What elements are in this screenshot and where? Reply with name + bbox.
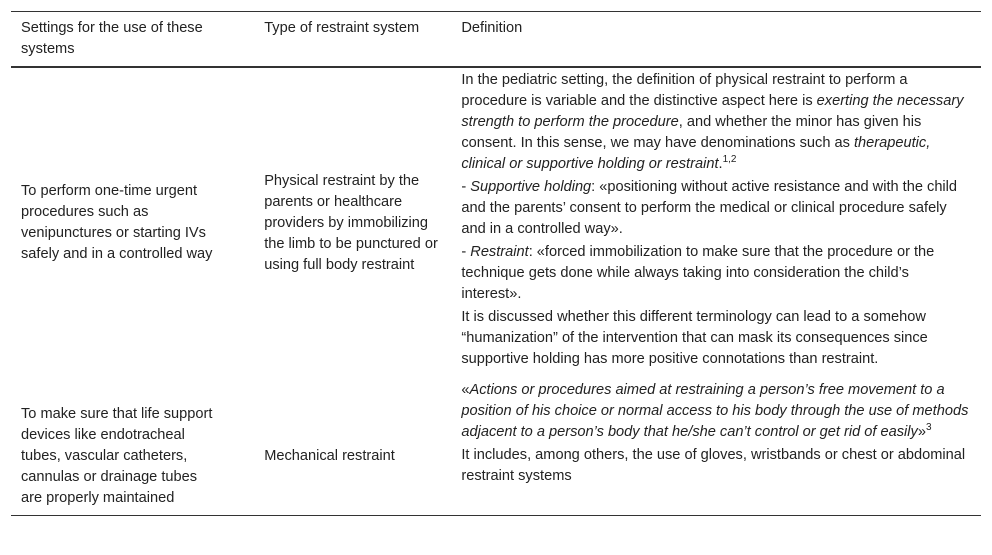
restraint-table	[11, 11, 981, 516]
row1-def-paragraph-2	[461, 177, 971, 240]
row2-definition	[451, 378, 981, 516]
row2-setting: To make sure that life support devices like endotracheal tubes, vascular catheters, cannulas or drainage tubes are properly maintained	[11, 378, 254, 516]
text-span: »	[917, 424, 926, 440]
row1-def-paragraph-3	[461, 242, 971, 305]
row1-definition	[451, 67, 981, 378]
italic-span: Restraint	[470, 244, 529, 260]
text-span: In the pediatric setting, the definition of physical restraint to perform a procedure is variable and the distinctive aspect here is	[461, 72, 908, 109]
row1-def-paragraph-1	[461, 70, 971, 175]
row1-type: Physical restraint by the parents or healthcare providers by immobilizing the limb to be punctured or using full body restraint	[264, 172, 438, 273]
row2-type: Mechanical restraint	[254, 378, 451, 516]
citation-superscript: 1,2	[722, 154, 737, 165]
row2-def-paragraph-2: It includes, among others, the use of gloves, wristbands or chest or abdominal restraint systems	[461, 447, 966, 484]
header-definition: Definition	[451, 12, 981, 68]
text-span: «	[461, 382, 470, 398]
table-header-row	[11, 12, 981, 68]
italic-span: exerting the necessary strength to perform the procedure	[461, 93, 964, 130]
text-span: : «positioning without active resistance and with the child and the parents’ consent to perform the medical or clinical procedure safely and in a controlled way».	[461, 179, 958, 237]
header-type: Type of restraint system	[254, 12, 451, 68]
italic-span: therapeutic, clinical or supportive holding or restraint	[461, 135, 931, 172]
text-span: : «forced immobilization to make sure that the procedure or the technique gets done while always taking into consideration the child’s interest».	[461, 244, 935, 302]
row1-def-paragraph-4: It is discussed whether this different terminology can lead to a somehow “humanization” of the intervention that can mask its consequences since supportive holding has more positive connotations than restraint.	[461, 309, 928, 367]
header-settings: Settings for the use of these systems	[11, 12, 254, 68]
text-span: -	[461, 244, 471, 260]
table-row	[11, 67, 981, 378]
table-row	[11, 378, 981, 516]
row1-setting: To perform one-time urgent procedures such as venipunctures or starting IVs safely and in a controlled way	[21, 183, 213, 262]
restraint-table-container	[11, 11, 981, 516]
italic-span: Supportive holding	[470, 179, 592, 195]
citation-superscript: 3	[925, 422, 932, 433]
italic-span: Actions or procedures aimed at restraining a person’s free movement to a position of his choice or normal access to his body through the use of methods adjacent to a person’s body that he/she can’t control or get rid of easily	[461, 382, 969, 440]
row2-def-paragraph-1	[461, 380, 971, 443]
text-span: .	[718, 156, 723, 172]
text-span: , and whether the minor has given his consent. In this sense, we may have denominations such as	[461, 114, 922, 151]
text-span: -	[461, 179, 471, 195]
